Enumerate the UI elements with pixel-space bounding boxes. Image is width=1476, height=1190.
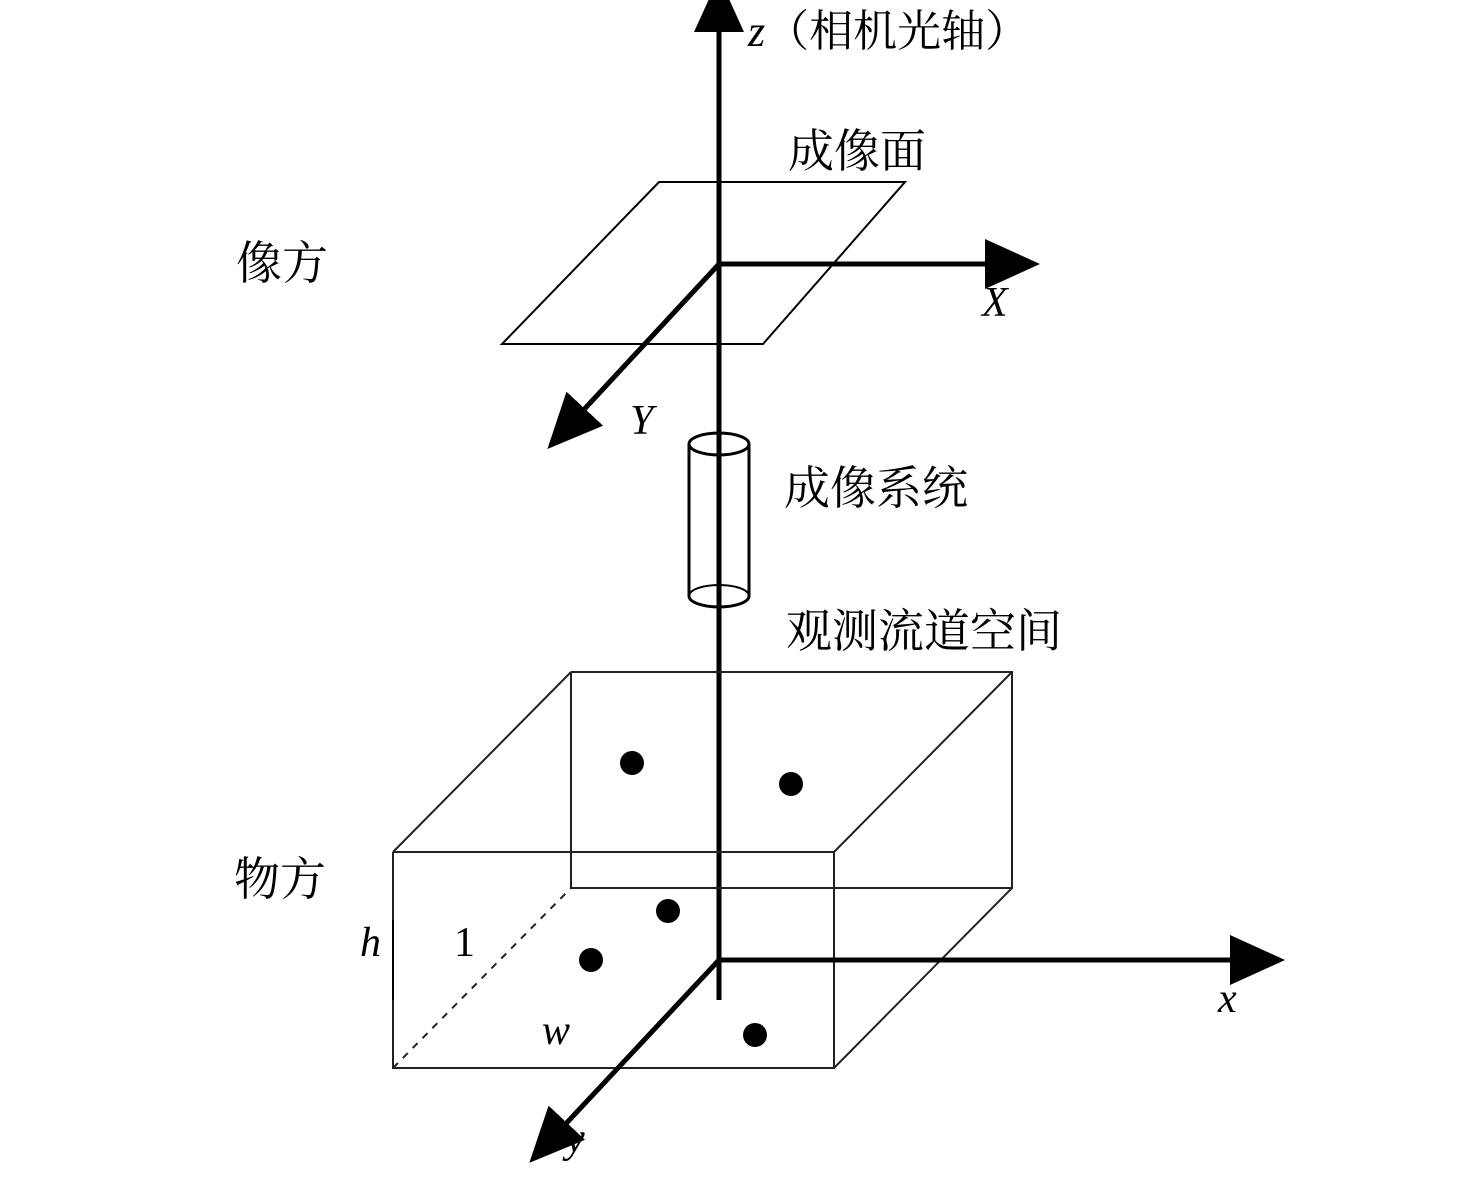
axis-y-line [560, 960, 719, 1130]
axis-X-label: X [982, 280, 1008, 326]
image-plane-label: 成像面 [788, 124, 926, 178]
depth-one-label: 1 [454, 920, 475, 966]
height-h-label: h [360, 920, 381, 966]
axis-Y-line [578, 264, 719, 416]
axis-z-note: （相机光轴） [765, 6, 1030, 57]
axis-z-label [748, 6, 1030, 57]
flow-channel-box [393, 672, 1012, 1068]
particle [743, 1023, 767, 1047]
particle [620, 751, 644, 775]
imaging-system-label: 成像系统 [784, 461, 968, 515]
particle [779, 772, 803, 796]
axis-y-label: y [566, 1116, 585, 1162]
image-side-label: 像方 [236, 236, 328, 290]
axis-z-symbol: z [748, 7, 766, 56]
axis-Y-label: Y [630, 398, 654, 444]
particle [656, 899, 680, 923]
object-side-label: 物方 [234, 852, 326, 906]
observation-space-label: 观测流道空间 [786, 604, 1062, 658]
particle [579, 948, 603, 972]
width-w-label: w [542, 1008, 571, 1054]
axis-x-label: x [1218, 976, 1237, 1022]
particle-group [579, 751, 803, 1047]
